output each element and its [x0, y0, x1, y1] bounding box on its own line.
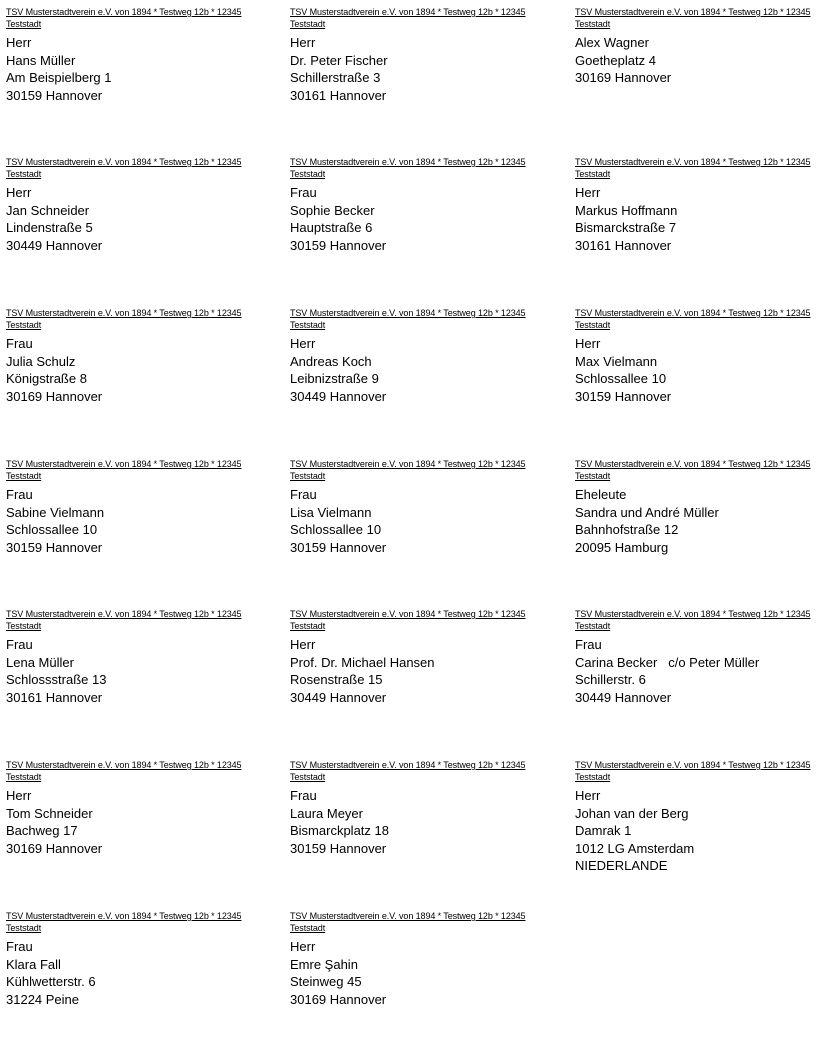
recipient-name: Klara Fall [6, 956, 61, 972]
recipient-name: Alex Wagner [575, 35, 649, 50]
address-label [6, 759, 276, 899]
sender-line: TSV Musterstadtverein e.V. von 1894 * Testweg 12b * 12345 Teststadt [290, 911, 526, 933]
salutation: Herr [575, 185, 601, 200]
address-label [6, 608, 276, 748]
recipient-name: Carina Becker c/o Peter Müller [575, 654, 760, 670]
salutation: Frau [290, 487, 317, 502]
salutation: Frau [6, 336, 33, 351]
postal-city: 30159 Hannover [290, 237, 387, 253]
salutation: Frau [6, 487, 33, 502]
postal-city: 30159 Hannover [290, 539, 387, 555]
recipient-address [290, 34, 560, 104]
sender-line: TSV Musterstadtverein e.V. von 1894 * Testweg 12b * 12345 Teststadt [575, 760, 811, 782]
recipient-address [6, 184, 276, 254]
recipient-address [290, 184, 560, 254]
street: Schlossallee 10 [6, 522, 98, 537]
sender-line: TSV Musterstadtverein e.V. von 1894 * Testweg 12b * 12345 Teststadt [575, 7, 811, 29]
sender-line: TSV Musterstadtverein e.V. von 1894 * Testweg 12b * 12345 Teststadt [6, 911, 242, 933]
recipient-name: Johan van der Berg [575, 805, 689, 821]
street: Schlossallee 10 [575, 371, 667, 386]
postal-city: 30161 Hannover [575, 237, 672, 253]
recipient-address [6, 34, 276, 104]
recipient-name: Prof. Dr. Michael Hansen [290, 654, 435, 670]
postal-city: 30169 Hannover [6, 840, 103, 856]
salutation: Frau [290, 185, 317, 200]
recipient-name: Sandra und André Müller [575, 504, 719, 520]
address-label [290, 307, 560, 447]
street: Steinweg 45 [290, 974, 362, 989]
postal-city: 31224 Peine [6, 991, 80, 1007]
postal-city: 30161 Hannover [6, 689, 103, 705]
recipient-address [575, 34, 840, 87]
recipient-name: Lisa Vielmann [290, 504, 372, 520]
salutation: Herr [290, 336, 316, 351]
sender-line: TSV Musterstadtverein e.V. von 1894 * Testweg 12b * 12345 Teststadt [290, 459, 526, 481]
recipient-address [6, 335, 276, 405]
recipient-name: Sophie Becker [290, 202, 375, 218]
address-label [290, 6, 560, 146]
recipient-name: Sabine Vielmann [6, 504, 105, 520]
street: Bismarckplatz 18 [290, 823, 389, 838]
postal-city: 30159 Hannover [6, 87, 103, 103]
street: Damrak 1 [575, 823, 632, 838]
postal-city: 30449 Hannover [290, 388, 387, 404]
recipient-name: Max Vielmann [575, 353, 658, 369]
recipient-address [290, 335, 560, 405]
salutation: Herr [575, 336, 601, 351]
sender-line: TSV Musterstadtverein e.V. von 1894 * Testweg 12b * 12345 Teststadt [6, 308, 242, 330]
street: Schlossallee 10 [290, 522, 382, 537]
recipient-address [290, 636, 560, 706]
postal-city: 30449 Hannover [575, 689, 672, 705]
postal-city: 30169 Hannover [575, 70, 672, 85]
recipient-name: Markus Hoffmann [575, 202, 678, 218]
recipient-name: Dr. Peter Fischer [290, 52, 388, 68]
sender-line: TSV Musterstadtverein e.V. von 1894 * Testweg 12b * 12345 Teststadt [290, 308, 526, 330]
recipient-name: Julia Schulz [6, 353, 76, 369]
salutation: Herr [6, 185, 32, 200]
recipient-address [6, 938, 276, 1008]
recipient-address [290, 938, 560, 1008]
recipient-address [6, 787, 276, 857]
address-label [575, 458, 840, 598]
recipient-address [6, 486, 276, 556]
salutation: Herr [290, 939, 316, 954]
recipient-name: Lena Müller [6, 654, 74, 670]
recipient-name: Andreas Koch [290, 353, 372, 369]
recipient-address [575, 335, 840, 405]
postal-city: 30169 Hannover [6, 388, 103, 404]
sender-line: TSV Musterstadtverein e.V. von 1894 * Testweg 12b * 12345 Teststadt [290, 609, 526, 631]
country: NIEDERLANDE [575, 858, 668, 873]
street: Kühlwetterstr. 6 [6, 974, 96, 989]
sender-line: TSV Musterstadtverein e.V. von 1894 * Testweg 12b * 12345 Teststadt [6, 459, 242, 481]
address-label [575, 6, 840, 146]
address-label [6, 6, 276, 146]
salutation: Frau [6, 939, 33, 954]
street: Königstraße 8 [6, 371, 87, 386]
postal-city: 30159 Hannover [290, 840, 387, 856]
address-label [290, 759, 560, 899]
sender-line: TSV Musterstadtverein e.V. von 1894 * Testweg 12b * 12345 Teststadt [290, 157, 526, 179]
postal-city: 1012 LG Amsterdam [575, 840, 695, 856]
salutation: Herr [290, 637, 316, 652]
postal-city: 30161 Hannover [290, 87, 387, 103]
postal-city: 30449 Hannover [290, 689, 387, 705]
address-label [6, 156, 276, 296]
recipient-name: Laura Meyer [290, 805, 363, 821]
recipient-address [6, 636, 276, 706]
sender-line: TSV Musterstadtverein e.V. von 1894 * Testweg 12b * 12345 Teststadt [290, 7, 526, 29]
street: Bachweg 17 [6, 823, 78, 838]
address-label [575, 759, 840, 899]
postal-city: 20095 Hamburg [575, 539, 669, 555]
recipient-address [575, 184, 840, 254]
address-label [575, 307, 840, 447]
address-label [290, 458, 560, 598]
street: Rosenstraße 15 [290, 672, 383, 687]
street: Leibnizstraße 9 [290, 371, 379, 386]
recipient-address [290, 787, 560, 857]
salutation: Frau [290, 788, 317, 803]
salutation: Herr [290, 35, 316, 50]
street: Am Beispielberg 1 [6, 70, 112, 85]
recipient-name: Tom Schneider [6, 805, 93, 821]
address-label [6, 910, 276, 1050]
street: Lindenstraße 5 [6, 220, 93, 235]
sender-line: TSV Musterstadtverein e.V. von 1894 * Testweg 12b * 12345 Teststadt [6, 7, 242, 29]
address-label [6, 307, 276, 447]
address-label [6, 458, 276, 598]
salutation: Herr [6, 788, 32, 803]
salutation: Herr [6, 35, 32, 50]
sender-line: TSV Musterstadtverein e.V. von 1894 * Testweg 12b * 12345 Teststadt [575, 157, 811, 179]
address-label [290, 156, 560, 296]
postal-city: 30449 Hannover [6, 237, 103, 253]
postal-city: 30159 Hannover [6, 539, 103, 555]
sender-line: TSV Musterstadtverein e.V. von 1894 * Testweg 12b * 12345 Teststadt [575, 308, 811, 330]
address-label [575, 608, 840, 748]
recipient-name: Jan Schneider [6, 202, 90, 218]
salutation: Frau [6, 637, 33, 652]
postal-city: 30159 Hannover [575, 388, 672, 404]
salutation: Eheleute [575, 487, 627, 502]
sender-line: TSV Musterstadtverein e.V. von 1894 * Testweg 12b * 12345 Teststadt [6, 609, 242, 631]
recipient-address [290, 486, 560, 556]
street: Bismarckstraße 7 [575, 220, 677, 235]
address-label [575, 156, 840, 296]
street: Hauptstraße 6 [290, 220, 373, 235]
postal-city: 30169 Hannover [290, 991, 387, 1007]
salutation: Frau [575, 637, 602, 652]
street: Schillerstr. 6 [575, 672, 646, 687]
street: Bahnhofstraße 12 [575, 522, 679, 537]
address-label [290, 910, 560, 1050]
sender-line: TSV Musterstadtverein e.V. von 1894 * Testweg 12b * 12345 Teststadt [290, 760, 526, 782]
address-label [290, 608, 560, 748]
recipient-name: Emre Şahin [290, 956, 358, 972]
recipient-address [575, 636, 840, 706]
street: Goetheplatz 4 [575, 52, 656, 68]
recipient-address [575, 787, 840, 875]
sender-line: TSV Musterstadtverein e.V. von 1894 * Testweg 12b * 12345 Teststadt [6, 760, 242, 782]
recipient-address [575, 486, 840, 556]
street: Schlossstraße 13 [6, 672, 107, 687]
sender-line: TSV Musterstadtverein e.V. von 1894 * Testweg 12b * 12345 Teststadt [6, 157, 242, 179]
sender-line: TSV Musterstadtverein e.V. von 1894 * Testweg 12b * 12345 Teststadt [575, 459, 811, 481]
sender-line: TSV Musterstadtverein e.V. von 1894 * Testweg 12b * 12345 Teststadt [575, 609, 811, 631]
street: Schillerstraße 3 [290, 70, 381, 85]
recipient-name: Hans Müller [6, 52, 76, 68]
salutation: Herr [575, 788, 601, 803]
